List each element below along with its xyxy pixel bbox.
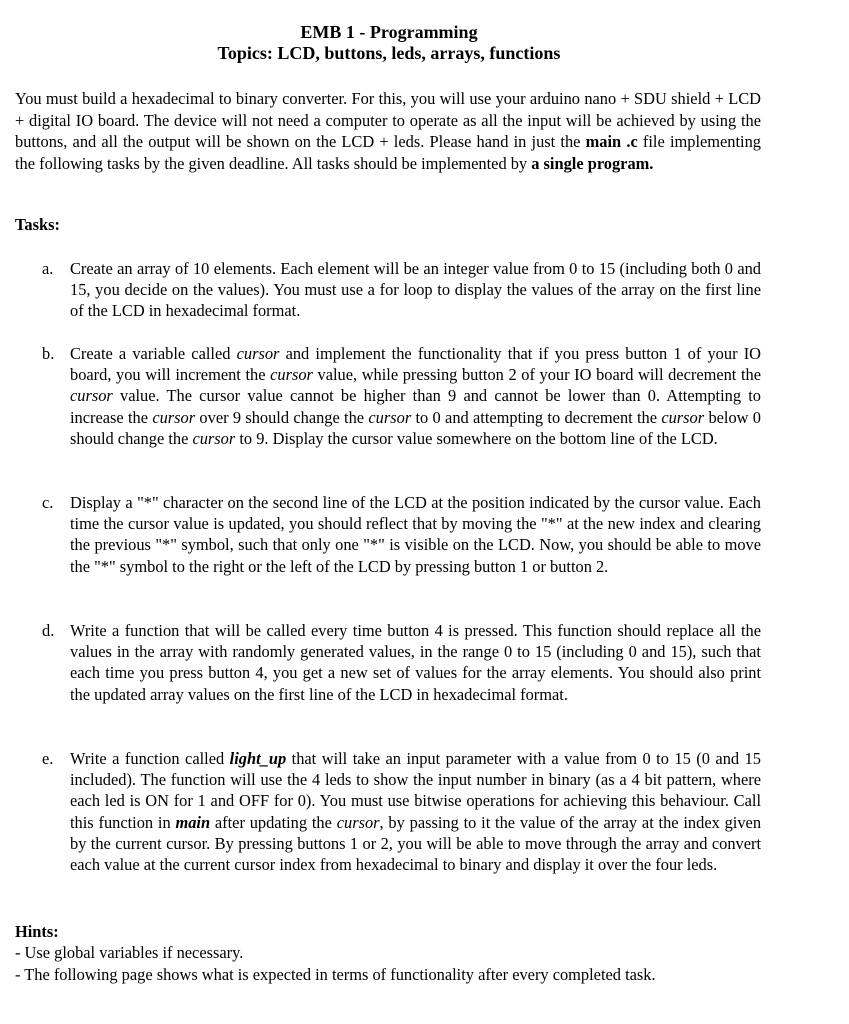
task-e-text-2: that will take an input parameter with a value from 0 to 15 (0 and 15 included). The function will use the 4 leds to show the input number in binary (as a 4 bit pattern, where each led is ON for 1 and OFF for 0). You must use bitwise operations for achieving this behaviour. Call this function in	[70, 749, 761, 832]
intro-single-program: a single program.	[531, 153, 654, 173]
task-b-text-5: over 9 should change the	[195, 407, 369, 427]
tasks-heading: Tasks:	[15, 215, 60, 234]
intro-paragraph	[15, 88, 761, 174]
task-a	[42, 258, 761, 322]
hints-title: Hints:	[15, 922, 59, 941]
task-b-text-4: value. The cursor value cannot be higher than 9 and cannot be lower than 0. Attempting to increase the	[70, 386, 761, 427]
task-b	[42, 343, 761, 449]
intro-text-1: You must build a hexadecimal to binary converter. For this, you will use your arduino nano + SDU shield + LCD + digital IO board. The device will not need a computer to operate as all the input will be achieved by using the buttons, and all the output will be shown on the LCD + leds. Please hand in just the	[15, 89, 761, 152]
task-e-cursor: cursor	[336, 812, 380, 832]
hints-section	[15, 921, 775, 985]
task-e-text-3: after updating the	[210, 812, 337, 832]
task-c-letter: c.	[42, 493, 54, 512]
task-d-text: Write a function that will be called every time button 4 is pressed. This function should replace all the values in the array with randomly generated values, in the range 0 to 15 (including 0 and 15), such that each time you press button 4, you get a new set of values for the array elements. You should also print the updated array values on the first line of the LCD in hexadecimal format.	[70, 621, 761, 704]
document-title: EMB 1 - Programming	[300, 22, 478, 42]
hint-line-1: - Use global variables if necessary.	[15, 943, 244, 963]
title-block	[0, 22, 778, 64]
task-e-letter: e.	[42, 749, 54, 768]
task-b-letter: b.	[42, 344, 55, 363]
task-b-text-7: below 0 should change the	[70, 407, 761, 448]
task-b-cursor-7: cursor	[192, 428, 236, 448]
task-a-letter: a.	[42, 259, 54, 278]
task-b-text-2: and implement the functionality that if you press button 1 of your IO board, you will increment the	[70, 344, 761, 385]
task-c	[42, 492, 761, 577]
task-e-text-1: Write a function called	[70, 749, 230, 768]
task-d-letter: d.	[42, 621, 55, 640]
document-topics: Topics: LCD, buttons, leds, arrays, functions	[217, 43, 561, 63]
task-b-cursor-2: cursor	[270, 365, 313, 385]
task-b-cursor-1: cursor	[236, 344, 280, 363]
task-a-text: Create an array of 10 elements. Each element will be an integer value from 0 to 15 (including both 0 and 15, you decide on the values). You must use a for loop to display the values of the array on the first line of the LCD in hexadecimal format.	[70, 259, 761, 321]
task-e-text-4: , by passing to it the value of the array at the index given by the current cursor. By pressing buttons 1 or 2, you will be able to move through the array and convert each value at the current cursor index from hexadecimal to binary and display it over the four leds.	[70, 812, 762, 875]
task-b-text-3: value, while pressing button 2 of your IO board will decrement the	[312, 365, 761, 385]
intro-main-file: main .c	[585, 132, 638, 152]
task-b-cursor-3: cursor	[70, 386, 113, 406]
task-b-cursor-4: cursor	[152, 407, 196, 427]
task-b-cursor-5: cursor	[368, 407, 412, 427]
hint-line-2: - The following page shows what is expected in terms of functionality after every completed task.	[15, 964, 656, 984]
task-b-text-1: Create a variable called	[70, 344, 237, 363]
task-c-text: Display a "*" character on the second line of the LCD at the position indicated by the cursor value. Each time the cursor value is updated, you should reflect that by moving the "*" at the new index and clearing the previous "*" symbol, such that only one "*" is visible on the LCD. Now, you should be able to move the "*" symbol to the right or the left of the LCD by pressing button 1 or button 2.	[70, 493, 761, 576]
task-b-cursor-6: cursor	[661, 407, 705, 427]
task-d	[42, 620, 761, 705]
task-e-light-up: light_up	[229, 749, 287, 768]
task-b-text-6: to 0 and attempting to decrement the	[411, 407, 662, 427]
intro-text-2: file implementing the following tasks by the given deadline. All tasks should be implemented by	[15, 132, 761, 173]
task-e-main: main	[175, 812, 211, 832]
task-e	[42, 748, 762, 875]
task-b-text-8: to 9. Display the cursor value somewhere on the bottom line of the LCD.	[235, 428, 718, 448]
